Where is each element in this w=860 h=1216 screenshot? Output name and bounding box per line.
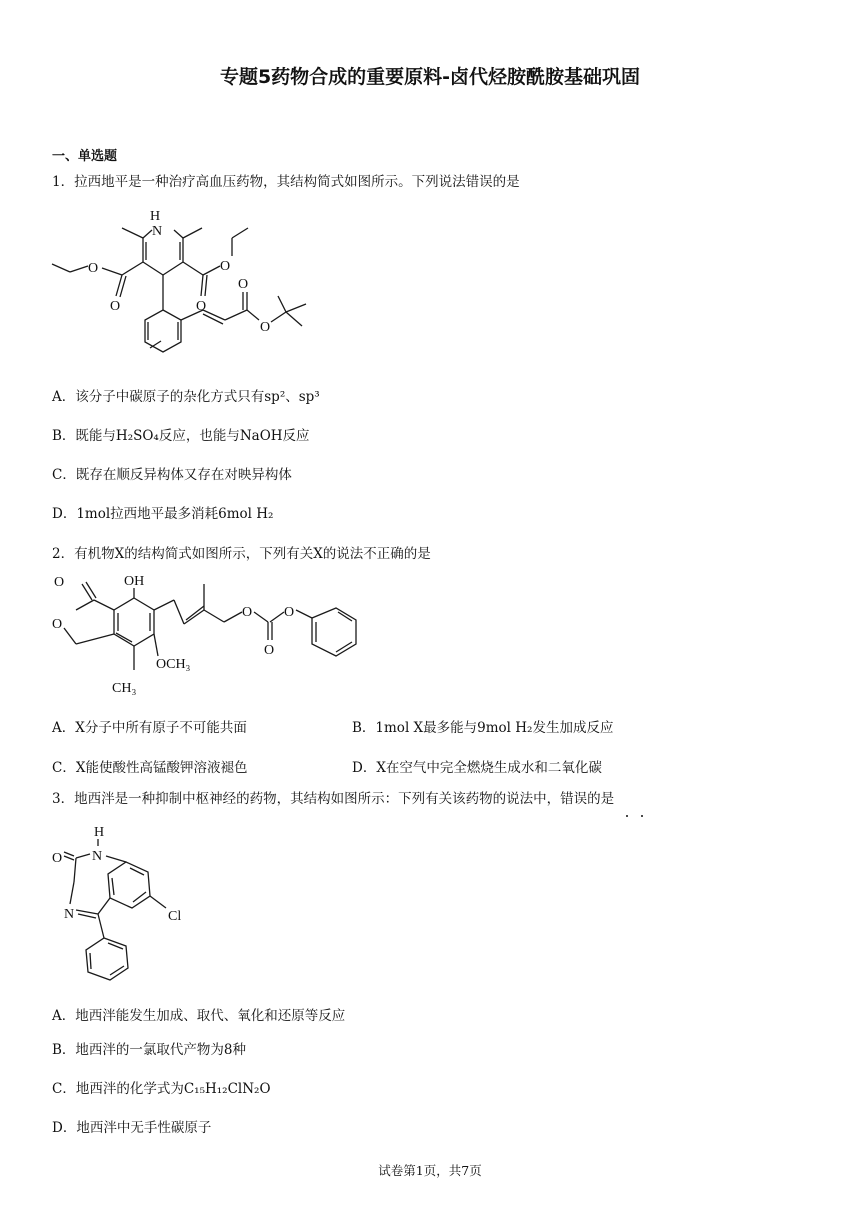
question-3-stem: 3．地西泮是一种抑制中枢神经的药物，其结构如图所示：下列有关该药物的说法中，错误的是 (52, 791, 615, 807)
q2-label-CH3: CH₃ (112, 681, 137, 696)
lacidipine-structure (40, 200, 340, 380)
q3-label-Cl: Cl (168, 909, 182, 924)
q3-option-a[interactable]: A．地西泮能发生加成、取代、氧化和还原等反应 (52, 1008, 346, 1024)
q2-label-O1: O (54, 575, 65, 590)
q1-label-O3: O (196, 299, 207, 314)
q1-option-a[interactable]: A．该分子中碳原子的杂化方式只有sp²、sp³ (52, 389, 320, 405)
q1-option-b[interactable]: B．既能与H₂SO₄反应，也能与NaOH反应 (52, 428, 310, 444)
q2-label-OCH3: OCH₃ (156, 657, 191, 672)
q1-label-O2: O (88, 261, 99, 276)
q1-option-c[interactable]: C．既存在顺反异构体又存在对映异构体 (52, 467, 292, 483)
q3-option-b[interactable]: B．地西泮的一氯取代产物为8种 (52, 1042, 247, 1058)
question-2-stem: 2．有机物X的结构简式如图所示，下列有关X的说法不正确的是 (52, 546, 431, 562)
q2-option-b[interactable]: B．1mol X最多能与9mol H₂发生加成反应 (352, 720, 614, 736)
q1-label-H: H (150, 209, 161, 224)
q1-label-O1: O (110, 299, 121, 314)
section-heading: 一、单选题 (52, 149, 118, 164)
q3-option-c[interactable]: C．地西泮的化学式为C₁₅H₁₂ClN₂O (52, 1081, 271, 1097)
question-1-stem: 1．拉西地平是一种治疗高血压药物，其结构简式如图所示。下列说法错误的是 (52, 174, 520, 190)
q2-label-O4: O (264, 643, 275, 658)
compound-x-structure (46, 570, 366, 700)
q1-option-d[interactable]: D．1mol拉西地平最多消耗6mol H₂ (52, 506, 274, 522)
q1-label-O6: O (260, 320, 271, 335)
document-title: 专题5药物合成的重要原料-卤代烃胺酰胺基础巩固 (219, 66, 641, 88)
q2-option-a[interactable]: A．X分子中所有原子不可能共面 (52, 720, 247, 736)
q1-label-N: N (152, 224, 163, 239)
q2-label-O5: O (284, 605, 295, 620)
q3-label-O: O (52, 851, 63, 866)
q3-label-H: H (94, 825, 105, 840)
q2-option-d[interactable]: D．X在空气中完全燃烧生成水和二氧化碳 (352, 760, 602, 776)
q2-option-c[interactable]: C．X能使酸性高锰酸钾溶液褪色 (52, 760, 248, 776)
q3-label-N2: N (64, 907, 75, 922)
diazepam-structure (46, 820, 206, 995)
page-footer: 试卷第1页，共7页 (378, 1163, 482, 1178)
q1-label-O5: O (238, 277, 249, 292)
q2-label-OH: OH (124, 574, 145, 589)
q2-label-O2: O (52, 617, 63, 632)
emphasis-dot (626, 815, 628, 817)
q3-label-N1: N (92, 849, 103, 864)
emphasis-dot (641, 815, 643, 817)
q3-option-d[interactable]: D．地西泮中无手性碳原子 (52, 1120, 212, 1136)
q1-label-O4: O (220, 259, 231, 274)
q2-label-O3: O (242, 605, 253, 620)
